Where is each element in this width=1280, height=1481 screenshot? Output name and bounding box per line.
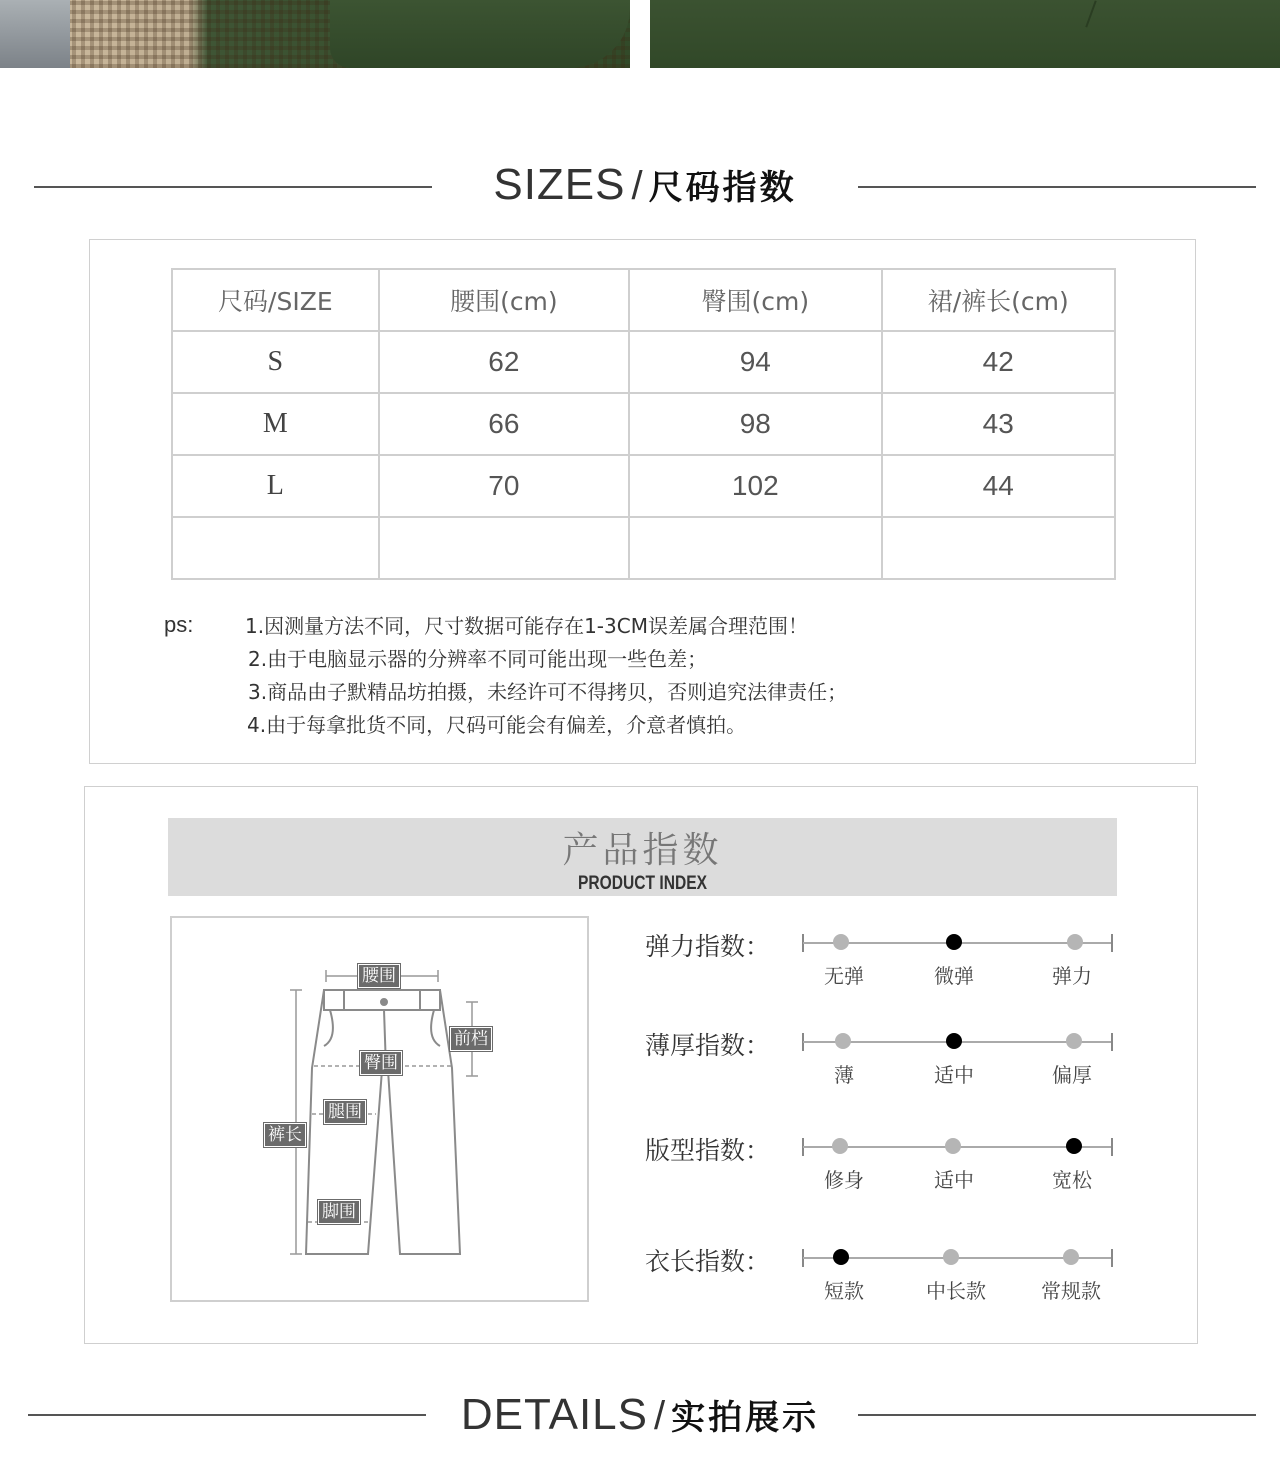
scale-option: 常规款: [1041, 1279, 1101, 1303]
scale-option: 微弹: [934, 964, 974, 988]
cell-waist: 70: [379, 455, 629, 517]
cell-hip: 94: [629, 331, 881, 393]
cell-size: S: [172, 331, 379, 393]
scale-cap: [1111, 1138, 1113, 1156]
ps-note: 1.因测量方法不同，尺寸数据可能存在1-3CM误差属合理范围！: [245, 614, 808, 638]
cell-length: 43: [882, 393, 1116, 455]
metric-label: 弹力指数：: [645, 932, 771, 961]
cell-length: 44: [882, 455, 1116, 517]
sizes-heading: [0, 160, 1280, 220]
header-length: 裙/裤长(cm): [882, 269, 1116, 331]
ps-note: 4.由于每拿批货不同，尺码可能会有偏差，介意者慎拍。: [247, 713, 747, 737]
scale-dot: [833, 934, 849, 950]
table-row-empty: [172, 517, 1115, 579]
ps-notes: [245, 610, 847, 742]
table-row: [172, 455, 1115, 517]
scale-option: 短款: [824, 1279, 864, 1303]
diagram-label-front-rise: 前档: [450, 1027, 492, 1051]
cell-size: L: [172, 455, 379, 517]
scale-cap: [1111, 1033, 1113, 1051]
heading-rule-left: [28, 1414, 426, 1416]
scale-dot: [945, 1138, 961, 1154]
sizes-title-en: SIZES: [493, 160, 626, 209]
scale-option: 无弹: [824, 964, 864, 988]
details-heading: [0, 1390, 1280, 1450]
size-chart-panel: [89, 239, 1196, 764]
ps-note: 2.由于电脑显示器的分辨率不同可能出现一些色差；: [248, 647, 708, 671]
product-index-title-en: PRODUCT INDEX: [578, 873, 707, 894]
scale-dot-selected: [946, 1033, 962, 1049]
scale-cap: [1111, 1249, 1113, 1267]
scale-dot: [835, 1033, 851, 1049]
cell-waist: 62: [379, 331, 629, 393]
metric-elasticity: [645, 927, 1125, 1007]
diagram-label-hem: 脚围: [318, 1200, 360, 1224]
product-photo-left: [0, 0, 630, 68]
details-title-zh: 实拍展示: [671, 1398, 820, 1438]
cell-length: 42: [882, 331, 1116, 393]
pants-measurement-diagram: [170, 916, 589, 1302]
scale-dot: [1067, 934, 1083, 950]
metric-fit: [645, 1131, 1125, 1211]
table-row: [172, 393, 1115, 455]
scale-dot-selected: [833, 1249, 849, 1265]
diagram-label-thigh: 腿围: [324, 1100, 366, 1124]
details-title-en: DETAILS: [460, 1390, 648, 1439]
metric-label: 薄厚指数：: [645, 1031, 771, 1060]
cell-hip: 98: [629, 393, 881, 455]
cell-empty: [379, 517, 629, 579]
scale-dot: [832, 1138, 848, 1154]
scale-option: 适中: [934, 1168, 974, 1192]
size-table: [171, 268, 1116, 580]
scale-dot-selected: [1066, 1138, 1082, 1154]
scale-option: 薄: [834, 1063, 854, 1087]
heading-rule-right: [858, 1414, 1256, 1416]
scale-option: 宽松: [1052, 1168, 1092, 1192]
ps-note: 3.商品由子默精品坊拍摄，未经许可不得拷贝，否则追究法律责任；: [248, 680, 848, 704]
cell-empty: [172, 517, 379, 579]
sizes-title-sep: /: [631, 164, 643, 208]
scale-dot: [1066, 1033, 1082, 1049]
scale-option: 修身: [824, 1168, 864, 1192]
header-hip: 臀围(cm): [629, 269, 881, 331]
details-title-sep: /: [654, 1394, 666, 1438]
metric-thickness: [645, 1026, 1125, 1106]
product-photo-right: [650, 0, 1280, 68]
scale-option: 中长款: [926, 1279, 986, 1303]
cell-size: M: [172, 393, 379, 455]
diagram-label-hip: 臀围: [360, 1051, 402, 1075]
details-title: [430, 1390, 850, 1440]
product-index-title-zh: 产品指数: [562, 830, 723, 871]
scale-option: 偏厚: [1052, 1063, 1092, 1087]
heading-rule-left: [34, 186, 432, 188]
table-row: [172, 331, 1115, 393]
cell-empty: [882, 517, 1116, 579]
cell-hip: 102: [629, 455, 881, 517]
metric-label: 版型指数：: [645, 1136, 771, 1165]
header-waist: 腰围(cm): [379, 269, 629, 331]
scale-dot: [1063, 1249, 1079, 1265]
metric-label: 衣长指数：: [645, 1247, 771, 1276]
sizes-title: [440, 160, 850, 210]
heading-rule-right: [858, 186, 1256, 188]
ps-label: ps:: [164, 612, 194, 637]
scale-cap: [1111, 934, 1113, 952]
product-index-panel: [84, 786, 1198, 1344]
cell-waist: 66: [379, 393, 629, 455]
sizes-title-zh: 尺码指数: [648, 168, 797, 208]
product-index-banner: [168, 818, 1117, 896]
scale-option: 适中: [934, 1063, 974, 1087]
size-table-header-row: [172, 269, 1115, 331]
metric-length: [645, 1242, 1125, 1322]
diagram-label-waist: 腰围: [358, 964, 400, 988]
cell-empty: [629, 517, 881, 579]
scale-dot: [943, 1249, 959, 1265]
diagram-label-length: 裤长: [264, 1123, 306, 1147]
header-size: 尺码/SIZE: [172, 269, 379, 331]
scale-dot-selected: [946, 934, 962, 950]
scale-option: 弹力: [1052, 964, 1092, 988]
